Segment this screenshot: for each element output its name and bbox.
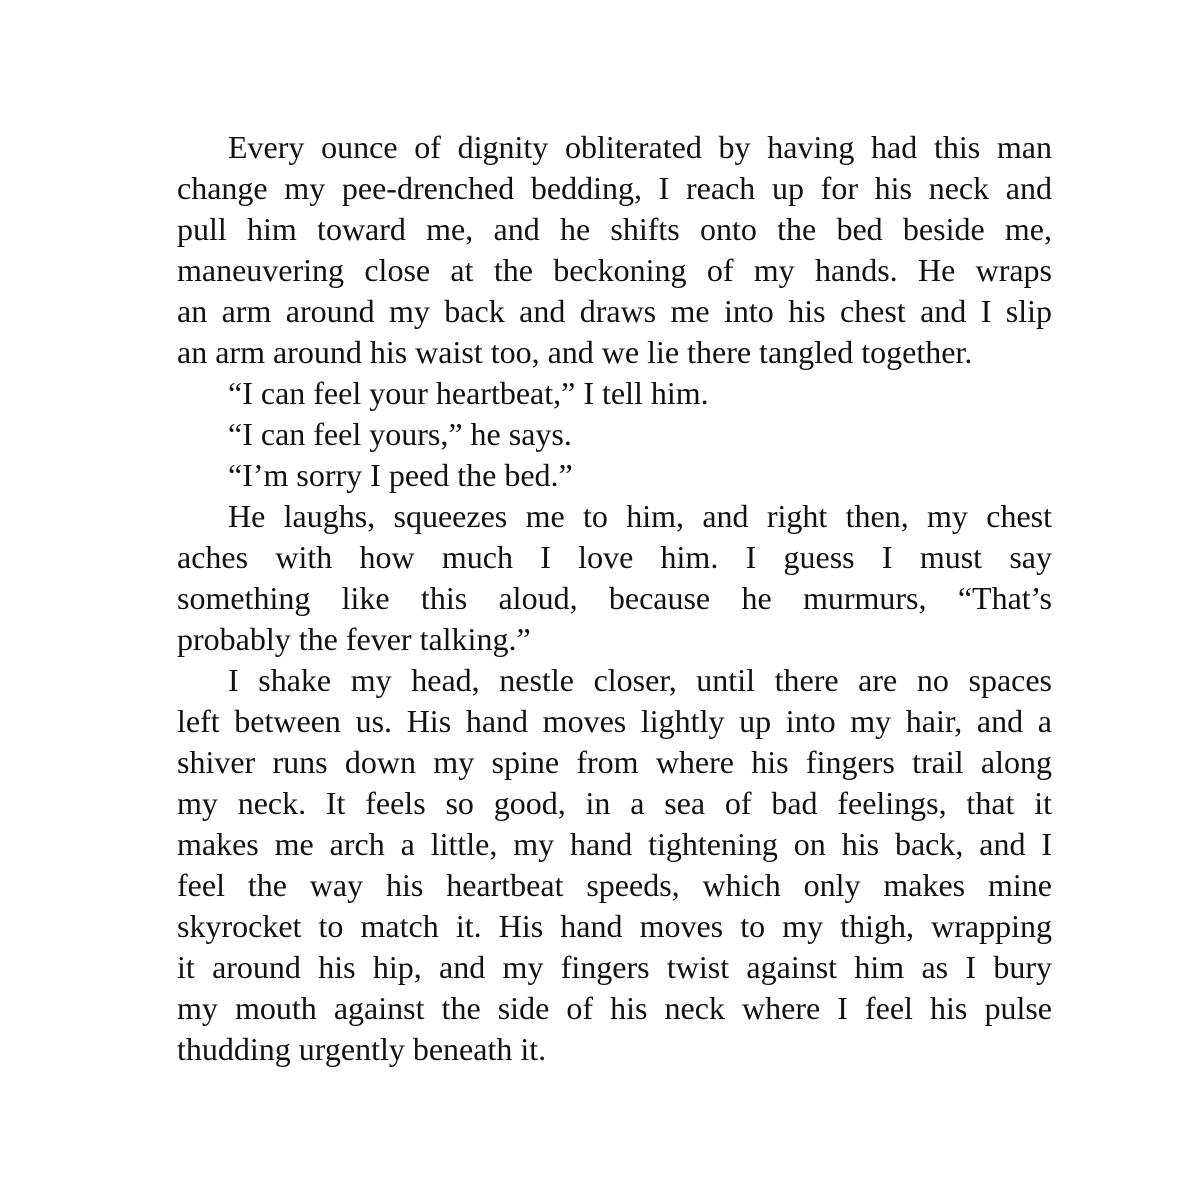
text-line: an arm around my back and draws me into his chest and I slip	[177, 293, 1052, 329]
text-line: He laughs, squeezes me to him, and right then, my chest	[228, 498, 1052, 534]
text-line: “I can feel your heartbeat,” I tell him.	[228, 375, 709, 411]
text-line: “I’m sorry I peed the bed.”	[228, 457, 573, 493]
text-line: feel the way his heartbeat speeds, which only makes mine	[177, 867, 1052, 903]
text-line: something like this aloud, because he murmurs, “That’s	[177, 580, 1052, 616]
text-line: my neck. It feels so good, in a sea of bad feelings, that it	[177, 785, 1052, 821]
page-text	[177, 127, 1052, 1079]
text-line: my mouth against the side of his neck where I feel his pulse	[177, 990, 1052, 1026]
text-line: probably the fever talking.”	[177, 621, 531, 657]
text-line: thudding urgently beneath it.	[177, 1031, 547, 1067]
text-line: aches with how much I love him. I guess I must say	[177, 539, 1052, 575]
text-line: left between us. His hand moves lightly up into my hair, and a	[177, 703, 1052, 739]
text-line: an arm around his waist too, and we lie there tangled together.	[177, 334, 973, 370]
text-line: makes me arch a little, my hand tightening on his back, and I	[177, 826, 1052, 862]
text-line: shiver runs down my spine from where his fingers trail along	[177, 744, 1052, 780]
text-line: “I can feel yours,” he says.	[228, 416, 572, 452]
text-line: it around his hip, and my fingers twist against him as I bury	[177, 949, 1052, 985]
text-line: I shake my head, nestle closer, until there are no spaces	[228, 662, 1052, 698]
text-line: Every ounce of dignity obliterated by having had this man	[228, 129, 1052, 165]
text-line: maneuvering close at the beckoning of my hands. He wraps	[177, 252, 1052, 288]
text-line: pull him toward me, and he shifts onto the bed beside me,	[177, 211, 1052, 247]
text-line: change my pee-drenched bedding, I reach up for his neck and	[177, 170, 1052, 206]
text-line: skyrocket to match it. His hand moves to my thigh, wrapping	[177, 908, 1052, 944]
